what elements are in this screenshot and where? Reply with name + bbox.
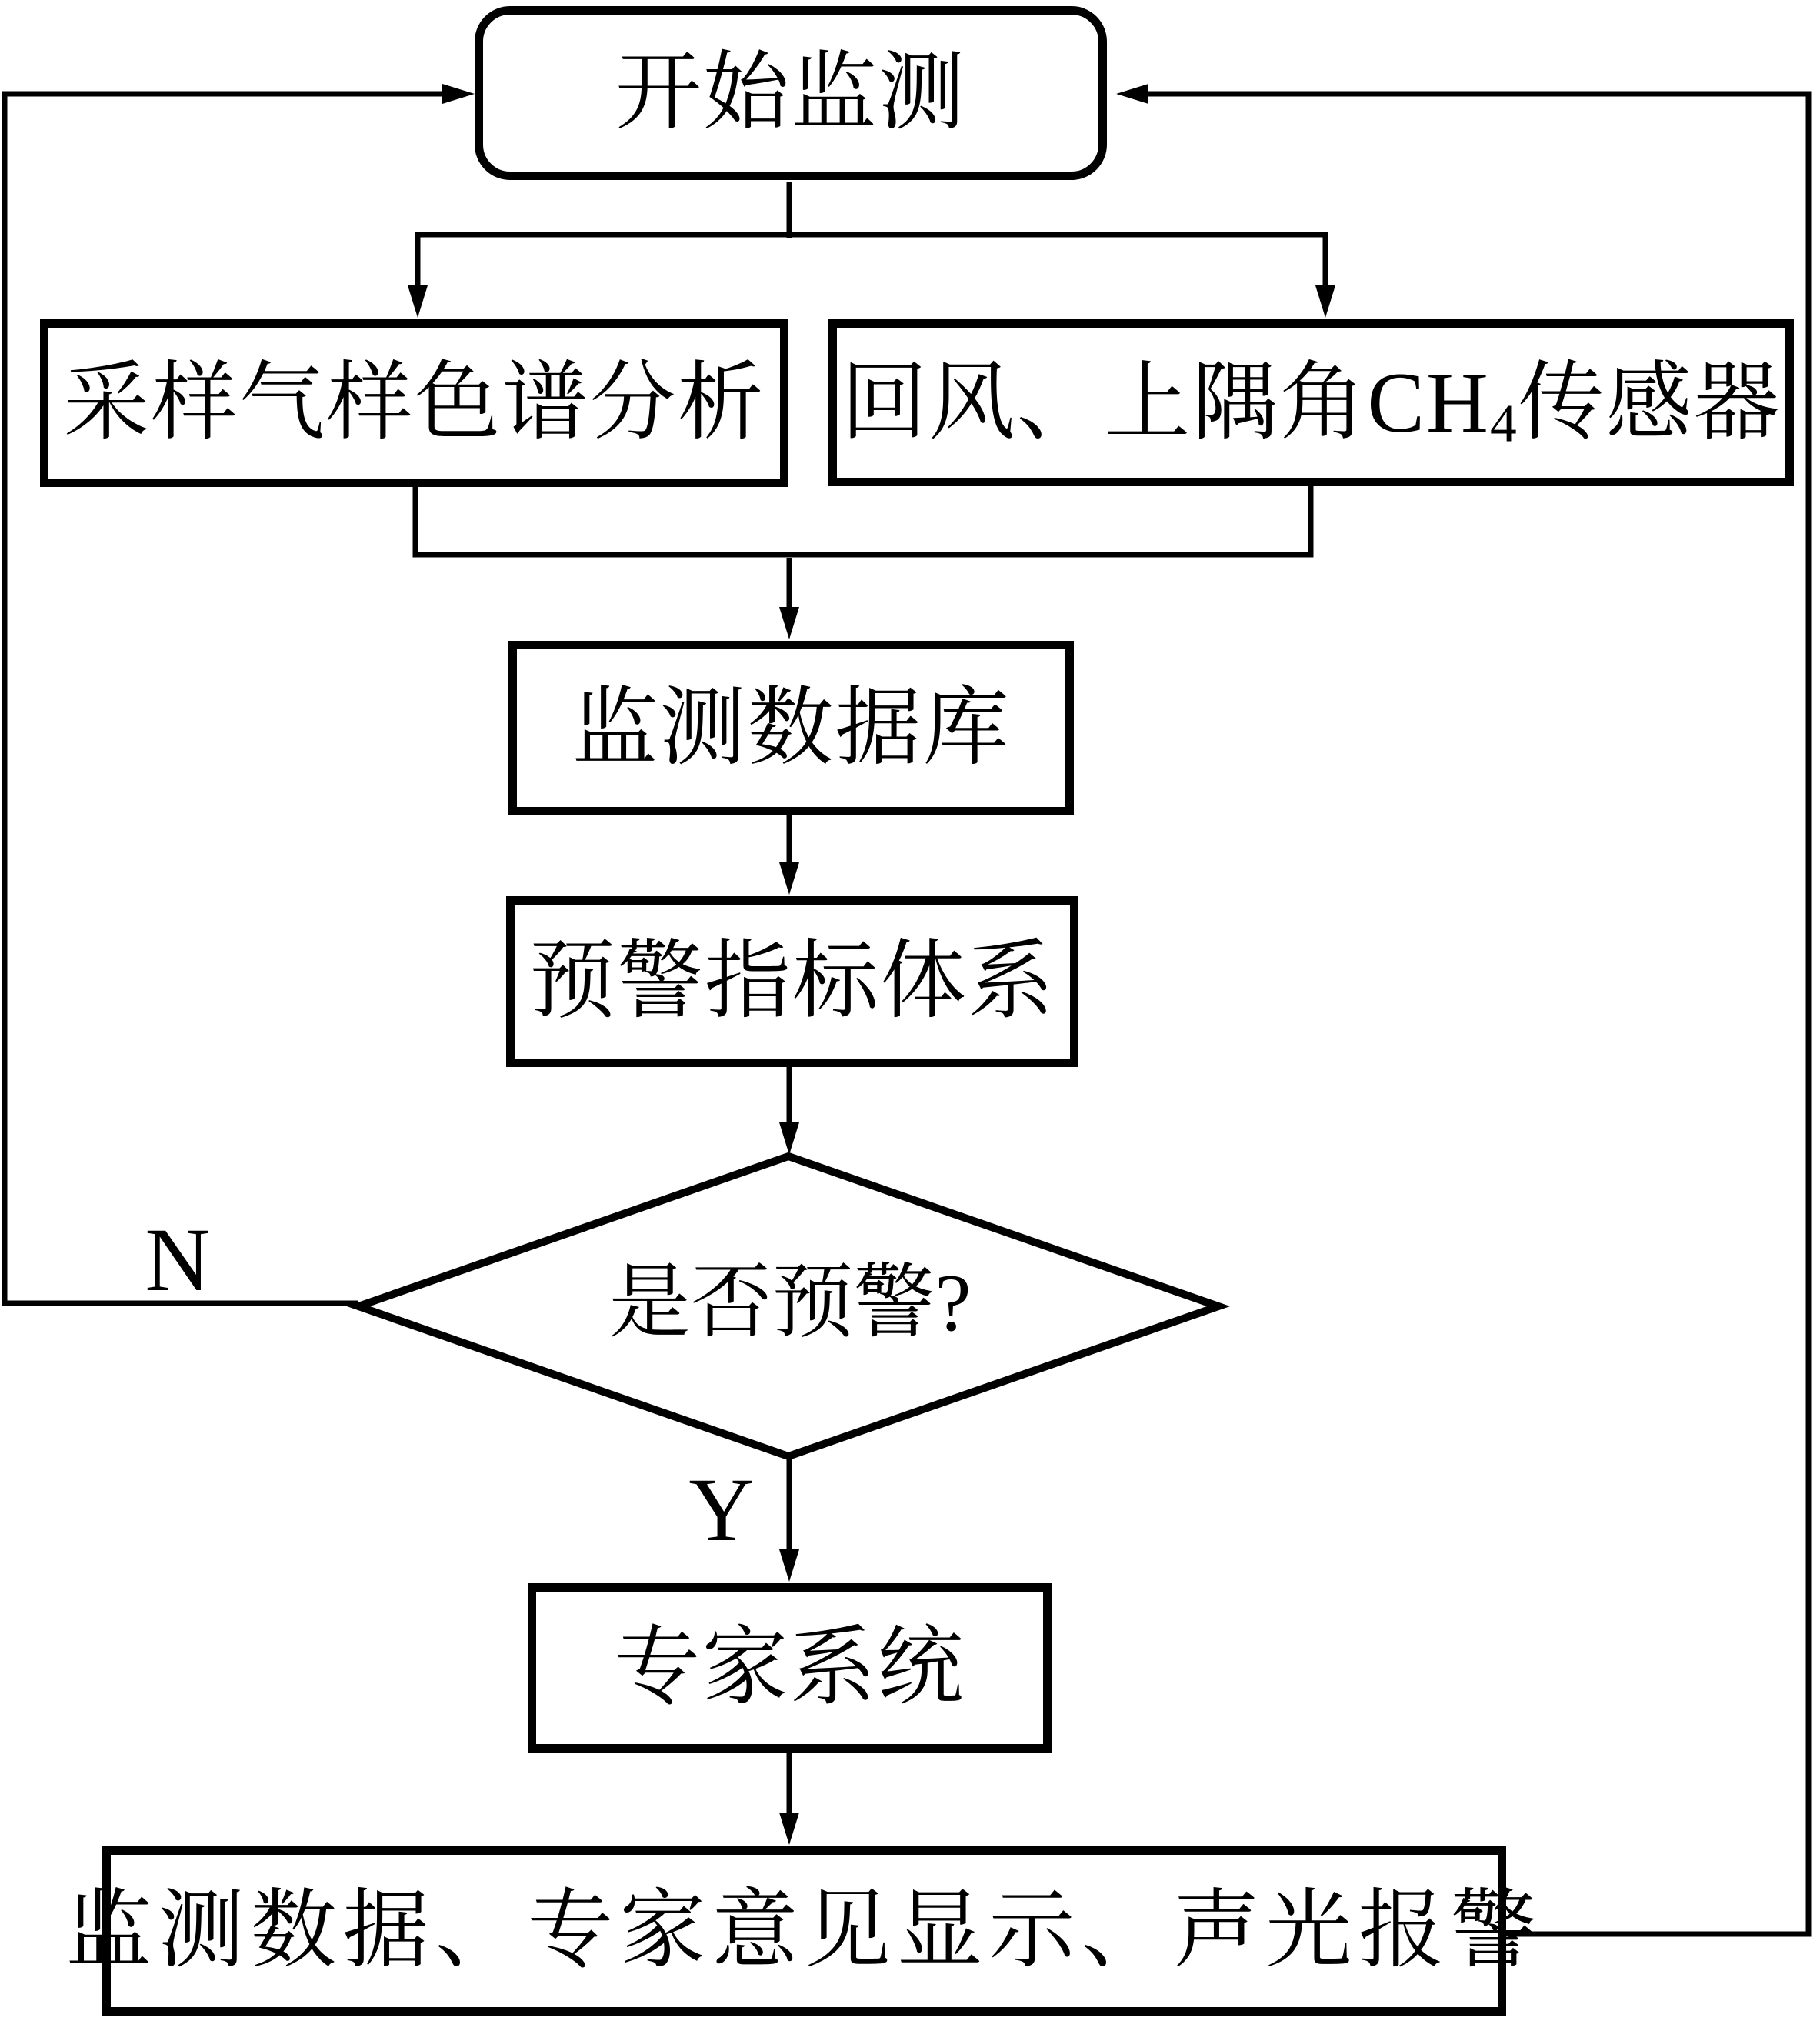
arrowhead-to-alarm: [779, 1813, 799, 1845]
arrowhead-to-expert: [779, 1549, 799, 1582]
expert-node: [528, 1583, 1052, 1753]
chromatography-node: [40, 319, 788, 487]
line-no-feedback: [5, 94, 444, 1303]
arrowhead-to-sensor: [1315, 285, 1335, 318]
sensor-formula: CH: [1367, 355, 1490, 451]
database-node: [508, 641, 1074, 815]
alarm-node-label: 监测数据、专家意见显示、声光报警: [65, 1883, 1543, 1979]
warning-index-node: [506, 896, 1078, 1067]
warning-index-node-label: 预警指标体系: [529, 934, 1055, 1029]
arrowhead-alarm-to-start: [1116, 84, 1148, 104]
sensor-node: [828, 319, 1794, 486]
arrowhead-to-index: [779, 862, 799, 895]
branch-label-yes: Y: [688, 1459, 755, 1560]
arrowhead-to-decision: [779, 1122, 799, 1155]
start-node: [475, 6, 1107, 180]
decision-label: 是否预警?: [608, 1258, 972, 1348]
sensor-label-prefix: 回风、上隅角: [841, 355, 1368, 451]
line-branch: [418, 235, 1325, 288]
database-node-label: 监测数据库: [572, 680, 1011, 776]
arrowhead-no-to-start: [442, 84, 475, 104]
line-merge: [415, 485, 1311, 555]
start-node-label: 开始监测: [615, 45, 966, 141]
sensor-node-label: [841, 355, 1782, 453]
sensor-label-suffix: 传感器: [1518, 355, 1782, 451]
arrowhead-to-chromatography: [408, 285, 428, 318]
sensor-formula-subscript: 4: [1489, 393, 1518, 453]
arrowhead-to-database: [779, 607, 799, 639]
expert-node-label: 专家系统: [614, 1620, 965, 1716]
chromatography-node-label: 采样气样色谱分析: [63, 355, 765, 451]
alarm-node: [65, 1846, 1543, 2016]
branch-label-no: N: [145, 1209, 211, 1310]
